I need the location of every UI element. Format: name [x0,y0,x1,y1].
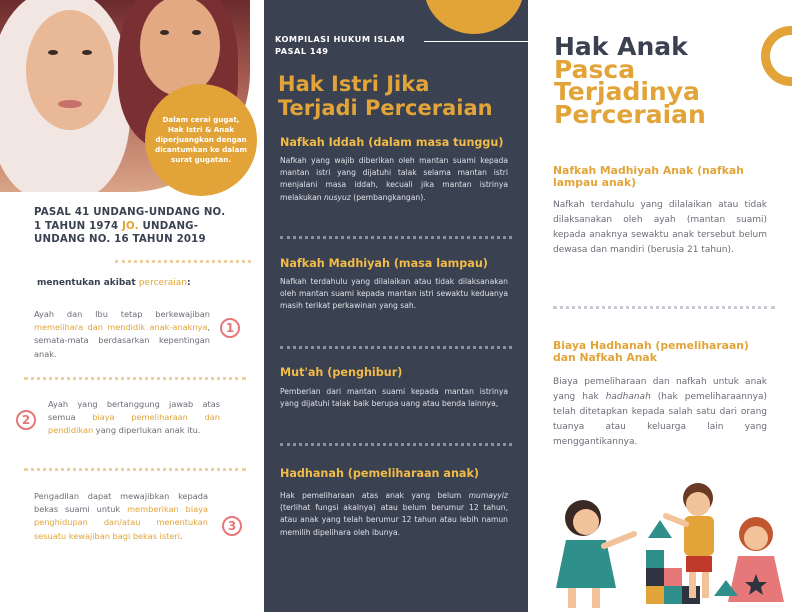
girl2-face [744,526,768,550]
determine-heading: menentukan akibat perceraian: [37,278,191,288]
section-heading: Mut'ah (penghibur) [280,366,403,379]
lips [58,100,82,108]
gold-ring-decor [761,26,792,86]
section-heading: Nafkah Madhiyah (masa lampau) [280,257,488,270]
badge-text: Dalam cerai gugat, Hak Istri & Anak diperjuangkan dengan dicantumkan ke dalam surat gugatan. [155,115,247,164]
middle-panel [264,0,528,612]
boy-shorts [686,556,712,572]
block-icon [646,568,664,586]
number-badge-3: 3 [222,516,242,536]
girl-face [573,509,599,535]
section-body: Nafkah yang wajib diberikan oleh mantan suami kepada mantan istri yang dijatuhi talak selama mantan istri menjalani masa iddah, kecuali jika mantan istrinya melakukan nusyuz (pembangkangan). [280,156,508,202]
face-left [26,10,114,130]
boy-face [686,492,710,516]
eye [82,50,92,55]
point-2: Ayah yang bertanggung jawab atas semua biaya pemeliharaan dan pendidikan yang diperlukan anak itu. [48,399,220,436]
divider [553,306,775,309]
info-badge [145,84,257,196]
section-heading: Nafkah Iddah (dalam masa tunggu) [280,136,504,149]
section-body: Biaya pemeliharaan dan nafkah untuk anak yang hak hadhanah (hak pemeliharaannya) telah ditetapkan kepada salah satu dari orang tuanya atau keluarga lain yang menggantikannya. [553,377,767,447]
block-icon [646,586,664,604]
block-icon [646,550,664,568]
point-1: Ayah dan Ibu tetap berkewajiban memelihara dan mendidik anak-anaknya, semata-mata berdasarkan kepentingan anak. [34,309,210,359]
block-icon [664,568,682,586]
eye [160,30,169,35]
section-body: Hak pemeliharaan atas anak yang belum mumayyiz (terlihat fungsi akalnya) atau belum berumur 12 tahun, atau anak yang telah berumur 12 tahun atau lebih namun memilih dipelihara oleh ibunya. [280,491,508,537]
divider [280,236,512,239]
section-body: Nafkah terdahulu yang dilalaikan atau tidak dilaksanakan oleh ayah (mantan suami) kepada anaknya sewaktu anak tersebut belum dewasa dan mandiri (berusia 21 tahun). [553,200,767,255]
children-playing-illustration [548,478,792,612]
point-3: Pengadilan dapat mewajibkan kepada bekas suami untuk memberikan biaya penghidupan dan/atau menentukan sesuatu kewajiban bagi bekas isteri. [34,491,209,541]
divider [280,346,512,349]
face-right [140,0,220,96]
header-rule [424,41,528,42]
triangle-block-icon [648,520,672,538]
right-title: Hak Anak Pasca Terjadinya Perceraian [554,32,706,129]
kompilasi-label: KOMPILASI HUKUM ISLAM PASAL 149 [275,34,405,56]
eye [192,30,201,35]
right-panel [528,0,792,612]
divider [24,468,246,471]
page-title: Hak Istri Jika Terjadi Perceraian [278,72,493,120]
section-heading: Biaya Hadhanah (pemeliharaan) dan Nafkah Anak [553,339,749,364]
section-heading: Nafkah Madhiyah Anak (nafkah lampau anak) [553,164,744,189]
number-badge-1: 1 [220,318,240,338]
divider [280,443,512,446]
law-title: PASAL 41 UNDANG-UNDANG NO. 1 TAHUN 1974 JO. UNDANG-UNDANG NO. 16 TAHUN 2019 [34,207,226,245]
eye [48,50,58,55]
section-heading: Hadhanah (pemeliharaan anak) [280,467,480,480]
divider [24,377,246,380]
section-body: Nafkah terdahulu yang dilalaikan atau tidak dilaksanakan oleh mantan suami kepada mantan istri sewaktu keduanya masih terikat perkawinan yang sah. [280,277,508,311]
divider [115,260,251,263]
boy-shirt [684,516,714,556]
section-body: Pemberian dari mantan suami kepada mantan istrinya yang dijatuhi talak baik berupa uang atau benda lainnya, [280,387,508,409]
block-icon [664,586,682,604]
number-badge-2: 2 [16,410,36,430]
gold-circle-decor [424,0,524,34]
left-panel [0,0,264,612]
